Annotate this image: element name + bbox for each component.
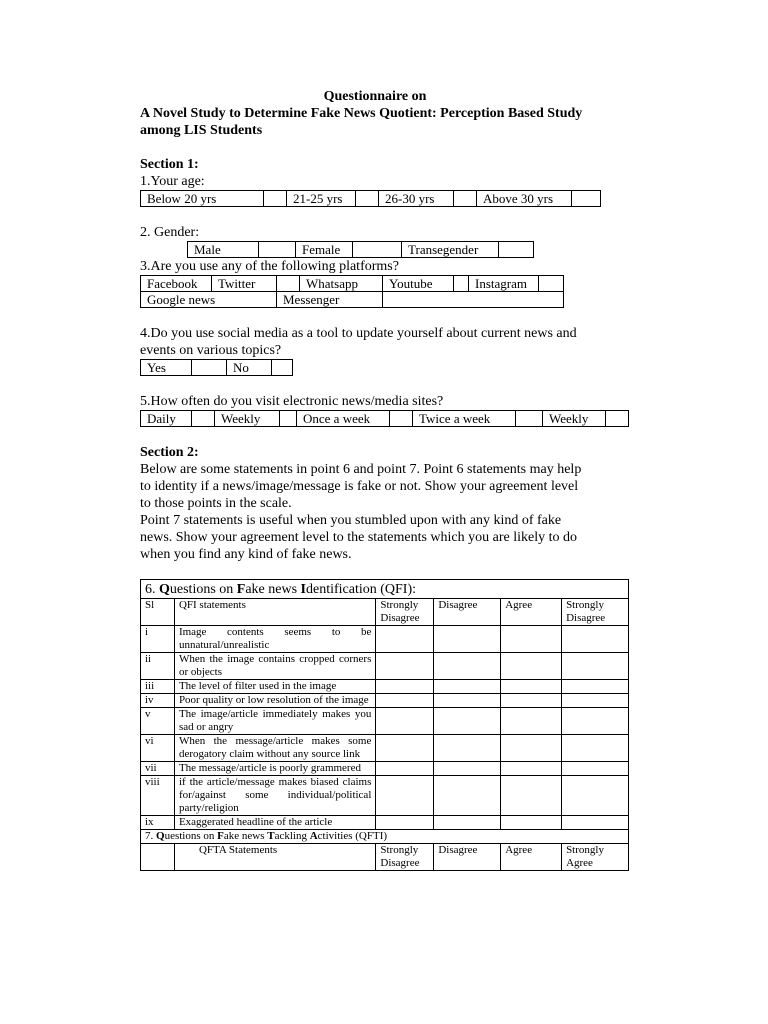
rating-cell[interactable]: [434, 735, 501, 762]
q3-text: 3.Are you use any of the following platforms?: [140, 259, 399, 274]
frequency-checkbox[interactable]: [516, 411, 543, 427]
platform-checkbox[interactable]: [454, 276, 469, 292]
title-line-2: A Novel Study to Determine Fake News Quotient: Perception Based Study: [140, 106, 583, 121]
platform-option-label: Instagram: [469, 276, 539, 292]
table-row: [141, 653, 629, 680]
table-row: [141, 626, 629, 653]
platform-checkbox[interactable]: [277, 276, 300, 292]
title-line-1: Questionnaire on: [323, 89, 427, 104]
gender-checkbox[interactable]: [353, 242, 402, 258]
paragraph-line: to those points in the scale.: [140, 496, 292, 511]
rating-cell[interactable]: [434, 626, 501, 653]
age-checkbox[interactable]: [572, 191, 601, 207]
frequency-option-label: Once a week: [297, 411, 390, 427]
statement-text: The level of filter used in the image: [174, 680, 375, 694]
gender-option-label: Male: [188, 242, 259, 258]
paragraph-line: news. Show your agreement level to the statements which you are likely to do: [140, 530, 578, 545]
platform-option-label: Youtube: [383, 276, 454, 292]
rating-cell[interactable]: [376, 626, 434, 653]
statement-text: Poor quality or low resolution of the image: [174, 694, 375, 708]
rating-cell[interactable]: [562, 762, 629, 776]
column-header: Disagree: [434, 844, 501, 871]
rating-cell[interactable]: [501, 708, 562, 735]
gender-option-label: Transegender: [402, 242, 499, 258]
row-number: vi: [141, 735, 175, 762]
rating-cell[interactable]: [434, 694, 501, 708]
rating-cell[interactable]: [376, 816, 434, 830]
age-options: [140, 190, 601, 207]
table-row: [141, 776, 629, 816]
row-number: iii: [141, 680, 175, 694]
rating-cell[interactable]: [562, 653, 629, 680]
q4-text-line-1: 4.Do you use social media as a tool to update yourself about current news and: [140, 326, 577, 341]
frequency-checkbox[interactable]: [606, 411, 629, 427]
column-header: Strongly Disagree: [562, 599, 629, 626]
frequency-option-label: Daily: [141, 411, 192, 427]
platform-option-label: Google news: [141, 292, 277, 308]
table-row: [141, 708, 629, 735]
age-option-label: Below 20 yrs: [141, 191, 264, 207]
statement-text: The message/article is poorly grammered: [174, 762, 375, 776]
statement-text: When the message/article makes some derogatory claim without any source link: [174, 735, 375, 762]
age-checkbox[interactable]: [454, 191, 477, 207]
q5-text: 5.How often do you visit electronic news/media sites?: [140, 394, 444, 409]
yes-checkbox[interactable]: [192, 360, 227, 376]
yes-option-label: Yes: [141, 360, 192, 376]
rating-cell[interactable]: [434, 762, 501, 776]
rating-cell[interactable]: [376, 708, 434, 735]
frequency-checkbox[interactable]: [280, 411, 297, 427]
rating-cell[interactable]: [562, 735, 629, 762]
table-row: [141, 694, 629, 708]
frequency-options: [140, 410, 629, 427]
statement-text: When the image contains cropped corners or objects: [174, 653, 375, 680]
q4-text-line-2: events on various topics?: [140, 343, 282, 358]
rating-cell[interactable]: [376, 653, 434, 680]
age-option-label: Above 30 yrs: [477, 191, 572, 207]
table-row: [141, 735, 629, 762]
rating-cell[interactable]: [434, 776, 501, 816]
column-header: Strongly Disagree: [376, 599, 434, 626]
row-number: vii: [141, 762, 175, 776]
questionnaire-page: [140, 88, 630, 871]
rating-cell[interactable]: [501, 680, 562, 694]
frequency-checkbox[interactable]: [192, 411, 215, 427]
rating-cell[interactable]: [562, 708, 629, 735]
row-number: ix: [141, 816, 175, 830]
rating-cell[interactable]: [434, 680, 501, 694]
no-option-label: No: [227, 360, 272, 376]
column-header: Sl: [141, 599, 175, 626]
rating-cell[interactable]: [562, 694, 629, 708]
rating-cell[interactable]: [562, 680, 629, 694]
platform-checkbox[interactable]: [539, 276, 564, 292]
frequency-option-label: Weekly: [215, 411, 280, 427]
rating-cell[interactable]: [434, 816, 501, 830]
news-usage-options: [140, 359, 293, 376]
rating-cell[interactable]: [501, 653, 562, 680]
column-header: Strongly Disagree: [376, 844, 434, 871]
rating-cell[interactable]: [562, 816, 629, 830]
column-header: QFI statements: [174, 599, 375, 626]
rating-cell[interactable]: [562, 776, 629, 816]
rating-cell[interactable]: [501, 626, 562, 653]
rating-cell[interactable]: [376, 776, 434, 816]
column-header: [141, 844, 175, 871]
column-header: Agree: [501, 599, 562, 626]
q1-text: 1.Your age:: [140, 174, 205, 189]
paragraph-line: to identity if a news/image/message is fake or not. Show your agreement level: [140, 479, 579, 494]
rating-cell[interactable]: [376, 694, 434, 708]
qfta-table-title: 7. Questions on Fake news Tackling Activities (QFTI): [141, 830, 629, 844]
column-header: Agree: [501, 844, 562, 871]
rating-cell[interactable]: [434, 653, 501, 680]
paragraph-line: Below are some statements in point 6 and point 7. Point 6 statements may help: [140, 462, 582, 477]
gender-checkbox[interactable]: [259, 242, 296, 258]
row-number: iv: [141, 694, 175, 708]
column-header: QFTA Statements: [174, 844, 375, 871]
platform-options: [140, 275, 564, 308]
platform-option-label: Whatsapp: [300, 276, 383, 292]
no-checkbox[interactable]: [272, 360, 293, 376]
rating-cell[interactable]: [376, 680, 434, 694]
row-number: viii: [141, 776, 175, 816]
rating-cell[interactable]: [501, 816, 562, 830]
row-number: i: [141, 626, 175, 653]
rating-cell[interactable]: [501, 776, 562, 816]
rating-cell[interactable]: [501, 762, 562, 776]
title-line-3: among LIS Students: [140, 123, 263, 138]
age-checkbox[interactable]: [264, 191, 287, 207]
q2-text: 2. Gender:: [140, 225, 200, 240]
rating-cell[interactable]: [376, 762, 434, 776]
rating-cell[interactable]: [501, 694, 562, 708]
age-checkbox[interactable]: [356, 191, 379, 207]
platform-option-label: Messenger: [277, 292, 383, 308]
table-row: [141, 762, 629, 776]
statement-text: The image/article immediately makes you sad or angry: [174, 708, 375, 735]
statement-text: Image contents seems to be unnatural/unrealistic: [174, 626, 375, 653]
statement-text: Exaggerated headline of the article: [174, 816, 375, 830]
rating-cell[interactable]: [501, 735, 562, 762]
section-2-heading: Section 2:: [140, 445, 199, 460]
row-number: v: [141, 708, 175, 735]
rating-cell[interactable]: [376, 735, 434, 762]
age-option-label: 26-30 yrs: [379, 191, 454, 207]
platform-checkbox[interactable]: [383, 292, 564, 308]
frequency-option-label: Twice a week: [413, 411, 516, 427]
gender-checkbox[interactable]: [499, 242, 534, 258]
paragraph-line: when you find any kind of fake news.: [140, 547, 352, 562]
gender-options: [187, 241, 534, 258]
column-header: Strongly Agree: [562, 844, 629, 871]
table-row: [141, 680, 629, 694]
statement-text: if the article/message makes biased claims for/against some individual/political party/religion: [174, 776, 375, 816]
column-header: Disagree: [434, 599, 501, 626]
platform-option-label: Facebook: [141, 276, 212, 292]
qfi-table-title: 6. Questions on Fake news Identification (QFI):: [141, 580, 629, 599]
gender-option-label: Female: [296, 242, 353, 258]
frequency-checkbox[interactable]: [390, 411, 413, 427]
table-row: [141, 816, 629, 830]
age-option-label: 21-25 yrs: [287, 191, 356, 207]
section-2-paragraph: [140, 461, 630, 563]
rating-cell[interactable]: [434, 708, 501, 735]
qfi-table: [140, 579, 629, 871]
row-number: ii: [141, 653, 175, 680]
section-1-heading: Section 1:: [140, 157, 199, 172]
platform-option-label: Twitter: [212, 276, 277, 292]
frequency-option-label: Weekly: [543, 411, 606, 427]
paragraph-line: Point 7 statements is useful when you stumbled upon with any kind of fake: [140, 513, 562, 528]
rating-cell[interactable]: [562, 626, 629, 653]
